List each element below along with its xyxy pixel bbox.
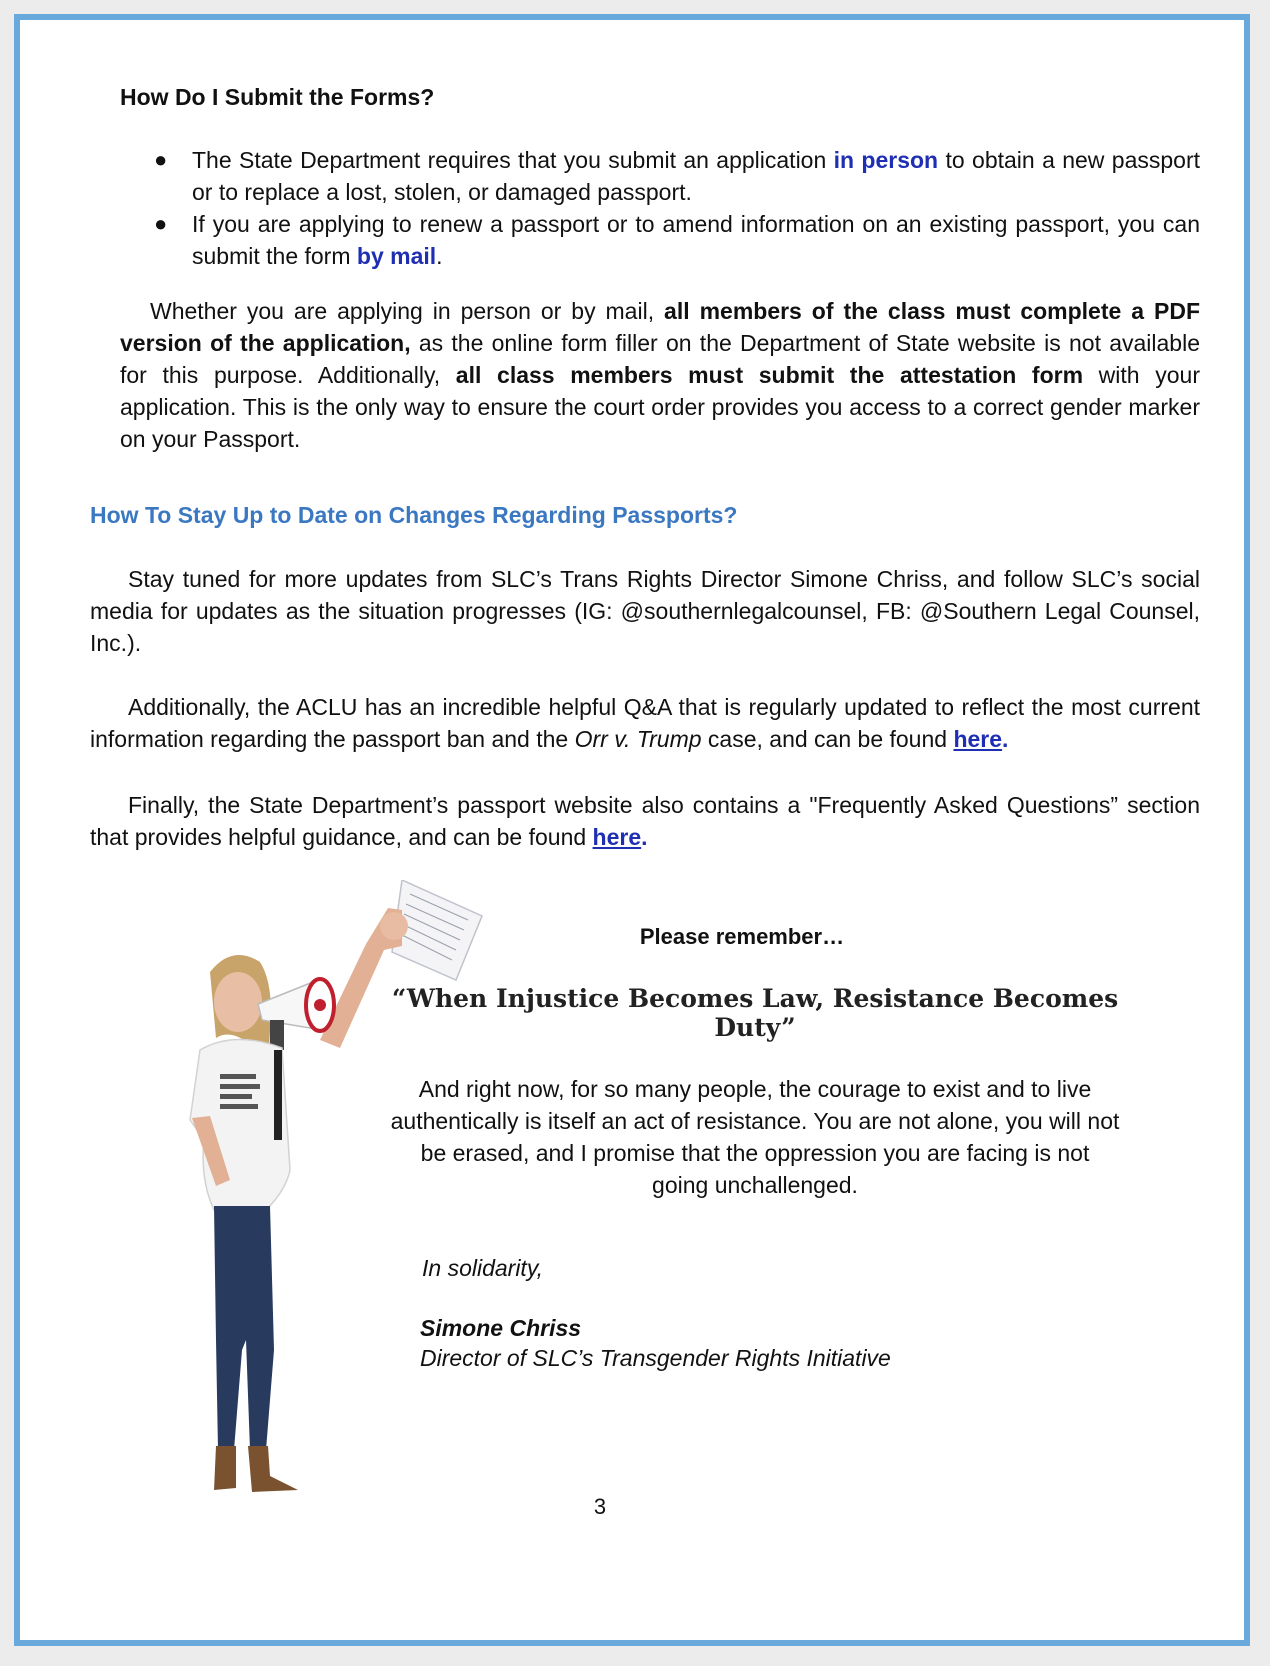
in-person-emphasis: in person [833,147,939,173]
left-boot [214,1446,236,1490]
submit-forms-heading: How Do I Submit the Forms? [120,84,435,110]
stay-tuned-paragraph: Stay tuned for more updates from SLC’s Trans Rights Director Simone Chriss, and follow SLC’s social media for updates as the situation progresses (IG: @southernlegalcounsel, FB: @Southern Legal Counsel, Inc.). [90,566,1200,656]
faq-here-link[interactable]: here [592,824,642,850]
bullet-in-person: ● The State Department requires that you submit an application in person to obtain a new passport or to replace a lost, stolen, or damaged passport. [192,144,1200,208]
quote-text: “When Injustice Becomes Law, Resistance Becomes Duty” [391,984,1119,1042]
closing-message: And right now, for so many people, the courage to exist and to live authentically is itself an act of resistance. You are not alone, you will not be erased, and I promise that the oppression you are facing is not going unchallenged. [390,1076,1120,1198]
signatory-title: Director of SLC’s Transgender Rights Initiative [420,1345,891,1371]
document-page [14,14,1250,1646]
face [214,972,262,1032]
signoff-text: In solidarity, [422,1255,544,1281]
jeans [214,1206,274,1450]
pdf-requirement-paragraph: Whether you are applying in person or by mail, all members of the class must complete a PDF version of the application, as the online form filler on the Department of State website is not available for this purpose. Additionally, all class members must submit the attestation form with your application. This is the only way to ensure the court order provides you access to a correct gender marker on your Passport. [120,298,1201,452]
aclu-paragraph: Additionally, the ACLU has an incredible helpful Q&A that is regularly updated to reflect the most current information regarding the passport ban and the Orr v. Trump case, and can be found here. [90,694,1200,752]
by-mail-emphasis: by mail [356,243,437,269]
bullet-by-mail: ● If you are applying to renew a passport or to amend information on an existing passport, you can submit the form by mail. [192,208,1200,272]
megaphone-center [314,999,326,1011]
bullet-icon: ● [154,147,168,172]
megaphone-strap [274,1050,282,1140]
stay-up-to-date-heading: How To Stay Up to Date on Changes Regarding Passports? [90,502,738,528]
right-boot [248,1446,298,1492]
page-number: 3 [593,1494,607,1519]
aclu-here-link[interactable]: here [953,726,1003,752]
signatory-name: Simone Chriss [420,1315,582,1341]
bullet-icon: ● [154,211,168,236]
submit-bullet-list [154,144,1200,272]
please-remember-text: Please remember… [639,924,845,949]
hand [380,912,408,940]
faq-paragraph: Finally, the State Department’s passport website also contains a "Frequently Asked Questions” section that provides helpful guidance, and can be found here. [90,792,1200,850]
